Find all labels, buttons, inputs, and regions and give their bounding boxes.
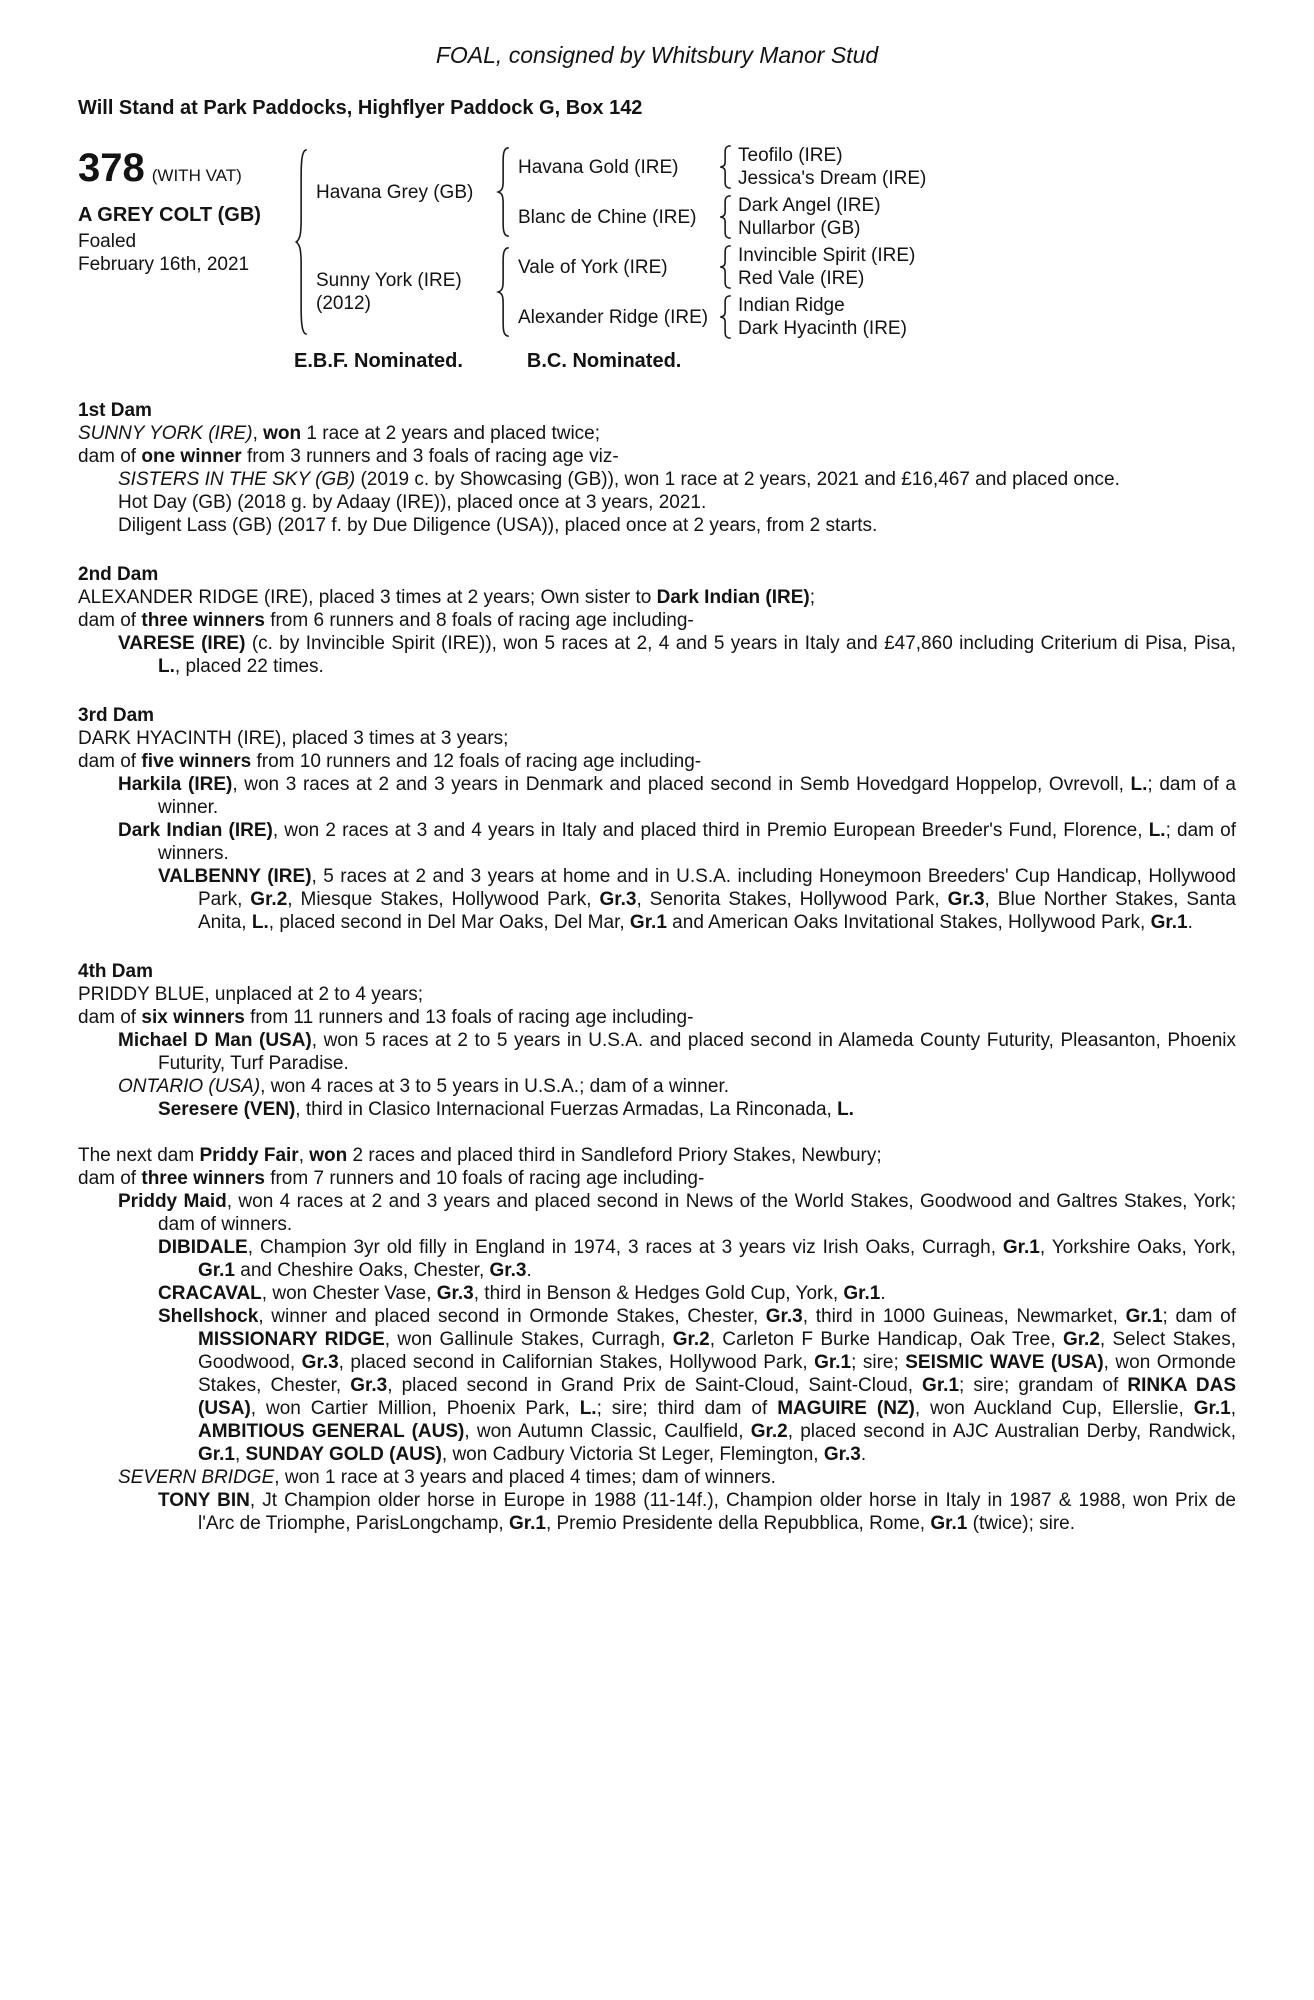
pedigree-paragraph (78, 422, 1236, 445)
sire-sire-dam-name: Jessica's Dream (IRE) (738, 168, 927, 189)
text-segment: , won 5 races at 2 to 5 years in U.S.A. and placed second in Alameda County Futurity, Pleasanton, Phoenix Futurity, Turf Paradise. (158, 1030, 1236, 1074)
page-title: FOAL, consigned by Whitsbury Manor Stud (435, 42, 879, 68)
pedigree-paragraph (78, 983, 1236, 1006)
text-segment: Gr.1 (629, 912, 667, 933)
text-segment: from 11 runners and 13 foals of racing age including- (244, 1007, 694, 1028)
text-segment: Gr.2 (250, 889, 288, 910)
text-segment: Gr.1 (1125, 1306, 1163, 1327)
text-segment: Gr.1 (198, 1444, 235, 1465)
text-segment: won (309, 1145, 348, 1166)
text-segment: , placed second in Del Mar Oaks, Del Mar, (268, 912, 630, 933)
dam-dam-dam-name: Dark Hyacinth (IRE) (738, 318, 907, 339)
pedigree-paragraph (78, 514, 1236, 537)
text-segment: Gr.2 (750, 1421, 788, 1442)
text-segment: , (1230, 1398, 1236, 1419)
text-segment: , Jt Champion older horse in Europe in 1988 (11-14f.), Champion older horse in Italy in 1987 & 1988, won Prix de l'Arc de Triomphe, ParisLongchamp, (198, 1490, 1236, 1534)
text-segment: Diligent Lass (GB) (2017 f. by Due Diligence (USA)), placed once at 2 years, from 2 starts. (118, 515, 878, 536)
dam-sire-dam-name: Red Vale (IRE) (738, 268, 865, 289)
text-segment: and American Oaks Invitational Stakes, Hollywood Park, (666, 912, 1151, 933)
text-segment: from 3 runners and 3 foals of racing age viz- (241, 446, 619, 467)
sire-sire-brace (718, 145, 733, 189)
text-segment: six winners (141, 1007, 245, 1028)
text-segment: , won Ormonde Stakes, Chester, (198, 1352, 1236, 1396)
text-segment: , 5 races at 2 and 3 years at home and in U.S.A. including Honeymoon Breeders' Cup Handicap, Hollywood Park, (198, 866, 1236, 910)
dam-dam-unit (511, 296, 915, 338)
text-segment: Gr.3 (436, 1283, 474, 1304)
text-segment: , won Gallinule Stakes, Curragh, (384, 1329, 673, 1350)
text-segment: , placed second in AJC Australian Derby, Randwick, (787, 1421, 1236, 1442)
dam-heading: 4th Dam (78, 961, 153, 982)
text-segment: won (263, 423, 302, 444)
text-segment: Gr.2 (672, 1329, 710, 1350)
text-segment: L. (1130, 774, 1148, 795)
text-segment: ; (809, 587, 815, 608)
text-segment: ONTARIO (USA) (118, 1076, 261, 1097)
pedigree-paragraph (78, 1029, 1236, 1075)
pedigree-paragraph (78, 865, 1236, 934)
sire-branch (309, 146, 926, 238)
text-segment: , won Cadbury Victoria St Leger, Flemington, (441, 1444, 824, 1465)
text-segment: (2019 c. by Showcasing (GB)), won 1 race at 2 years, 2021 and £16,467 and placed once. (355, 469, 1120, 490)
text-segment: , won Cartier Million, Phoenix Park, (250, 1398, 580, 1419)
text-segment: , won 2 races at 3 and 4 years in Italy and placed third in Premio European Breeder's Fund, Florence, (272, 820, 1149, 841)
text-segment: Priddy Fair (199, 1145, 299, 1166)
text-segment: Gr.3 (823, 1444, 861, 1465)
dam-dam-brace (718, 295, 733, 339)
lot-row (78, 146, 294, 190)
pedigree-paragraph (78, 1144, 1236, 1167)
text-segment: TONY BIN (158, 1490, 250, 1511)
text-segment: , winner and placed second in Ormonde Stakes, Chester, (258, 1306, 766, 1327)
text-segment: , third in Clasico Internacional Fuerzas Armadas, La Rinconada, (295, 1099, 838, 1120)
text-segment: , Yorkshire Oaks, York, (1039, 1237, 1236, 1258)
text-segment: ; sire; third dam of (596, 1398, 778, 1419)
text-segment: Gr.3 (599, 889, 637, 910)
text-segment: DIBIDALE (158, 1237, 248, 1258)
dam-branch (309, 246, 926, 338)
text-segment: L. (158, 656, 175, 677)
text-segment: dam of (78, 1007, 142, 1028)
pedigree-paragraph (78, 445, 1236, 468)
text-segment: L. (251, 912, 269, 933)
pedigree-tree (294, 146, 926, 338)
sire-dam-dam-name: Nullarbor (GB) (738, 218, 861, 239)
pedigree-paragraph (78, 819, 1236, 865)
text-segment: . (526, 1260, 532, 1281)
sire-sire-name: Havana Gold (IRE) (518, 156, 679, 178)
text-segment: ALEXANDER RIDGE (IRE), placed 3 times at 2 years; Own sister to (78, 587, 657, 608)
text-segment: dam of (78, 751, 142, 772)
subject-name: A GREY COLT (GB) (78, 204, 261, 226)
text-segment: , (252, 423, 264, 444)
text-segment: , won Autumn Classic, Caulfield, (464, 1421, 751, 1442)
text-segment: MISSIONARY RIDGE (198, 1329, 385, 1350)
text-segment: The next dam (78, 1145, 200, 1166)
foaled-date: February 16th, 2021 (78, 254, 250, 275)
text-segment: VARESE (IRE) (118, 633, 246, 654)
text-segment: Gr.1 (814, 1352, 852, 1373)
text-segment: L. (1148, 820, 1166, 841)
text-segment: Gr.3 (350, 1375, 388, 1396)
sire-name: Havana Grey (GB) (316, 181, 474, 203)
text-segment: SUNNY YORK (IRE) (78, 423, 253, 444)
text-segment: PRIDDY BLUE, unplaced at 2 to 4 years; (78, 984, 423, 1005)
text-segment: Gr.1 (1193, 1398, 1231, 1419)
text-segment: dam of (78, 610, 142, 631)
text-segment: Dark Indian (IRE) (118, 820, 273, 841)
text-segment: . (860, 1444, 867, 1465)
pedigree-paragraph (78, 1466, 1236, 1489)
text-segment: RINKA DAS (USA) (198, 1375, 1236, 1419)
text-segment: ; dam of winners. (158, 820, 1236, 864)
pedigree-paragraph (78, 1006, 1236, 1029)
text-segment: ; dam of (1162, 1306, 1236, 1327)
text-segment: , third in Benson & Hedges Gold Cup, York, (473, 1283, 844, 1304)
text-segment: , Select Stakes, Goodwood, (198, 1329, 1236, 1373)
text-segment: Gr.1 (930, 1513, 968, 1534)
dam-heading: 1st Dam (78, 400, 152, 421)
text-segment: . (1187, 912, 1193, 933)
text-segment: ; sire; grandam of (959, 1375, 1128, 1396)
dam-year: (2012) (316, 293, 371, 314)
sire-dam-unit (511, 196, 926, 238)
text-segment: Dark Indian (IRE) (656, 587, 810, 608)
nominations (294, 350, 1236, 373)
sire-brace (496, 146, 511, 238)
text-segment: SISTERS IN THE SKY (GB) (118, 469, 356, 490)
text-segment: , Premio Presidente della Repubblica, Rome, (545, 1513, 931, 1534)
pedigree-paragraph (78, 586, 1236, 609)
text-segment: 2 races and placed third in Sandleford Priory Stakes, Newbury; (347, 1145, 882, 1166)
text-segment: (twice); sire. (967, 1513, 1076, 1534)
pedigree-paragraph (78, 468, 1236, 491)
dam-sire-sire-name: Invincible Spirit (IRE) (738, 245, 916, 266)
text-segment: , won 1 race at 3 years and placed 4 times; dam of winners. (274, 1467, 776, 1488)
dam-name-block (309, 269, 496, 315)
text-segment: , Blue Norther Stakes, Santa Anita, (198, 889, 1236, 933)
text-segment: Gr.1 (198, 1260, 235, 1281)
lot-block (78, 146, 294, 276)
text-segment: SUNDAY GOLD (AUS) (245, 1444, 442, 1465)
dam-dam-sire-name: Indian Ridge (738, 295, 845, 316)
text-segment: , third in 1000 Guineas, Newmarket, (802, 1306, 1126, 1327)
sire-dam-name: Blanc de Chine (IRE) (518, 206, 697, 228)
sire-sire-sire-name: Teofilo (IRE) (738, 145, 843, 166)
sire-dam-brace (718, 195, 733, 239)
text-segment: , won Chester Vase, (261, 1283, 437, 1304)
text-segment: Gr.1 (843, 1283, 881, 1304)
text-segment: , (298, 1145, 310, 1166)
text-segment: Hot Day (GB) (2018 g. by Adaay (IRE)), placed once at 3 years, 2021. (118, 492, 707, 513)
text-segment: dam of (78, 1168, 142, 1189)
text-segment: , Champion 3yr old filly in England in 1974, 3 races at 3 years viz Irish Oaks, Curragh, (247, 1237, 1003, 1258)
pedigree-text (78, 399, 1236, 1535)
text-segment: , placed second in Grand Prix de Saint-Cloud, Saint-Cloud, (387, 1375, 923, 1396)
vat-note: (WITH VAT) (151, 166, 242, 185)
text-segment: ; sire; (851, 1352, 906, 1373)
text-segment: , won 3 races at 2 and 3 years in Denmark and placed second in Semb Hovedgard Hoppelop, Ovrevoll, (232, 774, 1131, 795)
dam-sire-name: Vale of York (IRE) (518, 256, 668, 278)
pedigree-paragraph (78, 773, 1236, 819)
pedigree-paragraph (78, 727, 1236, 750)
text-segment: L. (579, 1398, 597, 1419)
dam-heading: 3rd Dam (78, 705, 155, 726)
text-segment: Shellshock (158, 1306, 259, 1327)
text-segment: Gr.3 (765, 1306, 803, 1327)
text-segment: Seresere (VEN) (158, 1099, 296, 1120)
dam-sire-unit (511, 246, 915, 288)
text-segment: Gr.1 (1002, 1237, 1040, 1258)
pedigree-paragraph (78, 1489, 1236, 1535)
subject-block (78, 204, 294, 276)
dam-sire-brace (718, 245, 733, 289)
sire-sire-unit (511, 146, 926, 188)
text-segment: SEISMIC WAVE (USA) (905, 1352, 1104, 1373)
sire-dam-sire-name: Dark Angel (IRE) (738, 195, 881, 216)
pedigree-paragraph (78, 632, 1236, 678)
text-segment: Priddy Maid (118, 1191, 227, 1212)
text-segment: Gr.3 (301, 1352, 339, 1373)
pedigree-table (78, 146, 1236, 338)
pedigree-paragraph (78, 1236, 1236, 1282)
text-segment: L. (837, 1099, 854, 1120)
text-segment: , won 4 races at 2 and 3 years and placed second in News of the World Stakes, Goodwood and Galtres Stakes, York; dam of winners. (158, 1191, 1236, 1235)
text-segment: from 10 runners and 12 foals of racing age including- (251, 751, 702, 772)
foaled-label: Foaled (78, 231, 137, 252)
ebf-nominated: E.B.F. Nominated. (294, 350, 463, 372)
text-segment: , placed 22 times. (174, 656, 324, 677)
text-segment: CRACAVAL (158, 1283, 262, 1304)
dam-name: Sunny York (IRE) (316, 270, 462, 291)
text-segment: , won Auckland Cup, Ellerslie, (914, 1398, 1194, 1419)
text-segment: . (880, 1283, 886, 1304)
stand-location: Will Stand at Park Paddocks, Highflyer Paddock G, Box 142 (78, 97, 643, 119)
text-segment: VALBENNY (IRE) (158, 866, 312, 887)
pedigree-paragraph (78, 1098, 1236, 1121)
text-segment: and Cheshire Oaks, Chester, (234, 1260, 490, 1281)
text-segment: five winners (141, 751, 252, 772)
text-segment: Gr.3 (489, 1260, 527, 1281)
dam-heading: 2nd Dam (78, 564, 159, 585)
text-segment: dam of (78, 446, 142, 467)
text-segment: Gr.2 (1062, 1329, 1100, 1350)
pedigree-paragraph (78, 1075, 1236, 1098)
text-segment: , (234, 1444, 246, 1465)
pedigree-paragraph (78, 1190, 1236, 1236)
text-segment: , Carleton F Burke Handicap, Oak Tree, (709, 1329, 1063, 1350)
text-segment: Gr.1 (508, 1513, 546, 1534)
text-segment: ; dam of a winner. (158, 774, 1236, 818)
text-segment: MAGUIRE (NZ) (777, 1398, 915, 1419)
text-segment: SEVERN BRIDGE (118, 1467, 275, 1488)
text-segment: three winners (141, 610, 265, 631)
pedigree-paragraph (78, 1305, 1236, 1466)
text-segment: 1 race at 2 years and placed twice; (301, 423, 601, 444)
text-segment: (c. by Invincible Spirit (IRE)), won 5 races at 2, 4 and 5 years in Italy and £47,860 including Criterium di Pisa, Pisa, (245, 633, 1236, 654)
text-segment: Harkila (IRE) (118, 774, 233, 795)
pedigree-root-brace (294, 146, 309, 338)
text-segment: , Senorita Stakes, Hollywood Park, (636, 889, 948, 910)
text-segment: one winner (141, 446, 242, 467)
dam-brace (496, 246, 511, 338)
pedigree-paragraph (78, 1282, 1236, 1305)
text-segment: , placed second in Californian Stakes, Hollywood Park, (338, 1352, 815, 1373)
text-segment: , won 4 races at 3 to 5 years in U.S.A.; dam of a winner. (260, 1076, 730, 1097)
text-segment: Gr.1 (1150, 912, 1188, 933)
dam-dam-name: Alexander Ridge (IRE) (518, 306, 709, 328)
text-segment: three winners (141, 1168, 265, 1189)
pedigree-paragraph (78, 609, 1236, 632)
text-segment: from 6 runners and 8 foals of racing age including- (264, 610, 694, 631)
text-segment: from 7 runners and 10 foals of racing age including- (264, 1168, 705, 1189)
text-segment: Gr.3 (947, 889, 985, 910)
pedigree-paragraph (78, 1167, 1236, 1190)
bc-nominated: B.C. Nominated. (526, 350, 682, 372)
text-segment: AMBITIOUS GENERAL (AUS) (198, 1421, 465, 1442)
lot-number: 378 (78, 146, 145, 190)
pedigree-paragraph (78, 491, 1236, 514)
text-segment: DARK HYACINTH (IRE), placed 3 times at 3 years; (78, 728, 509, 749)
text-segment: Michael D Man (USA) (118, 1030, 312, 1051)
text-segment: , Miesque Stakes, Hollywood Park, (287, 889, 600, 910)
pedigree-paragraph (78, 750, 1236, 773)
text-segment: Gr.1 (922, 1375, 960, 1396)
